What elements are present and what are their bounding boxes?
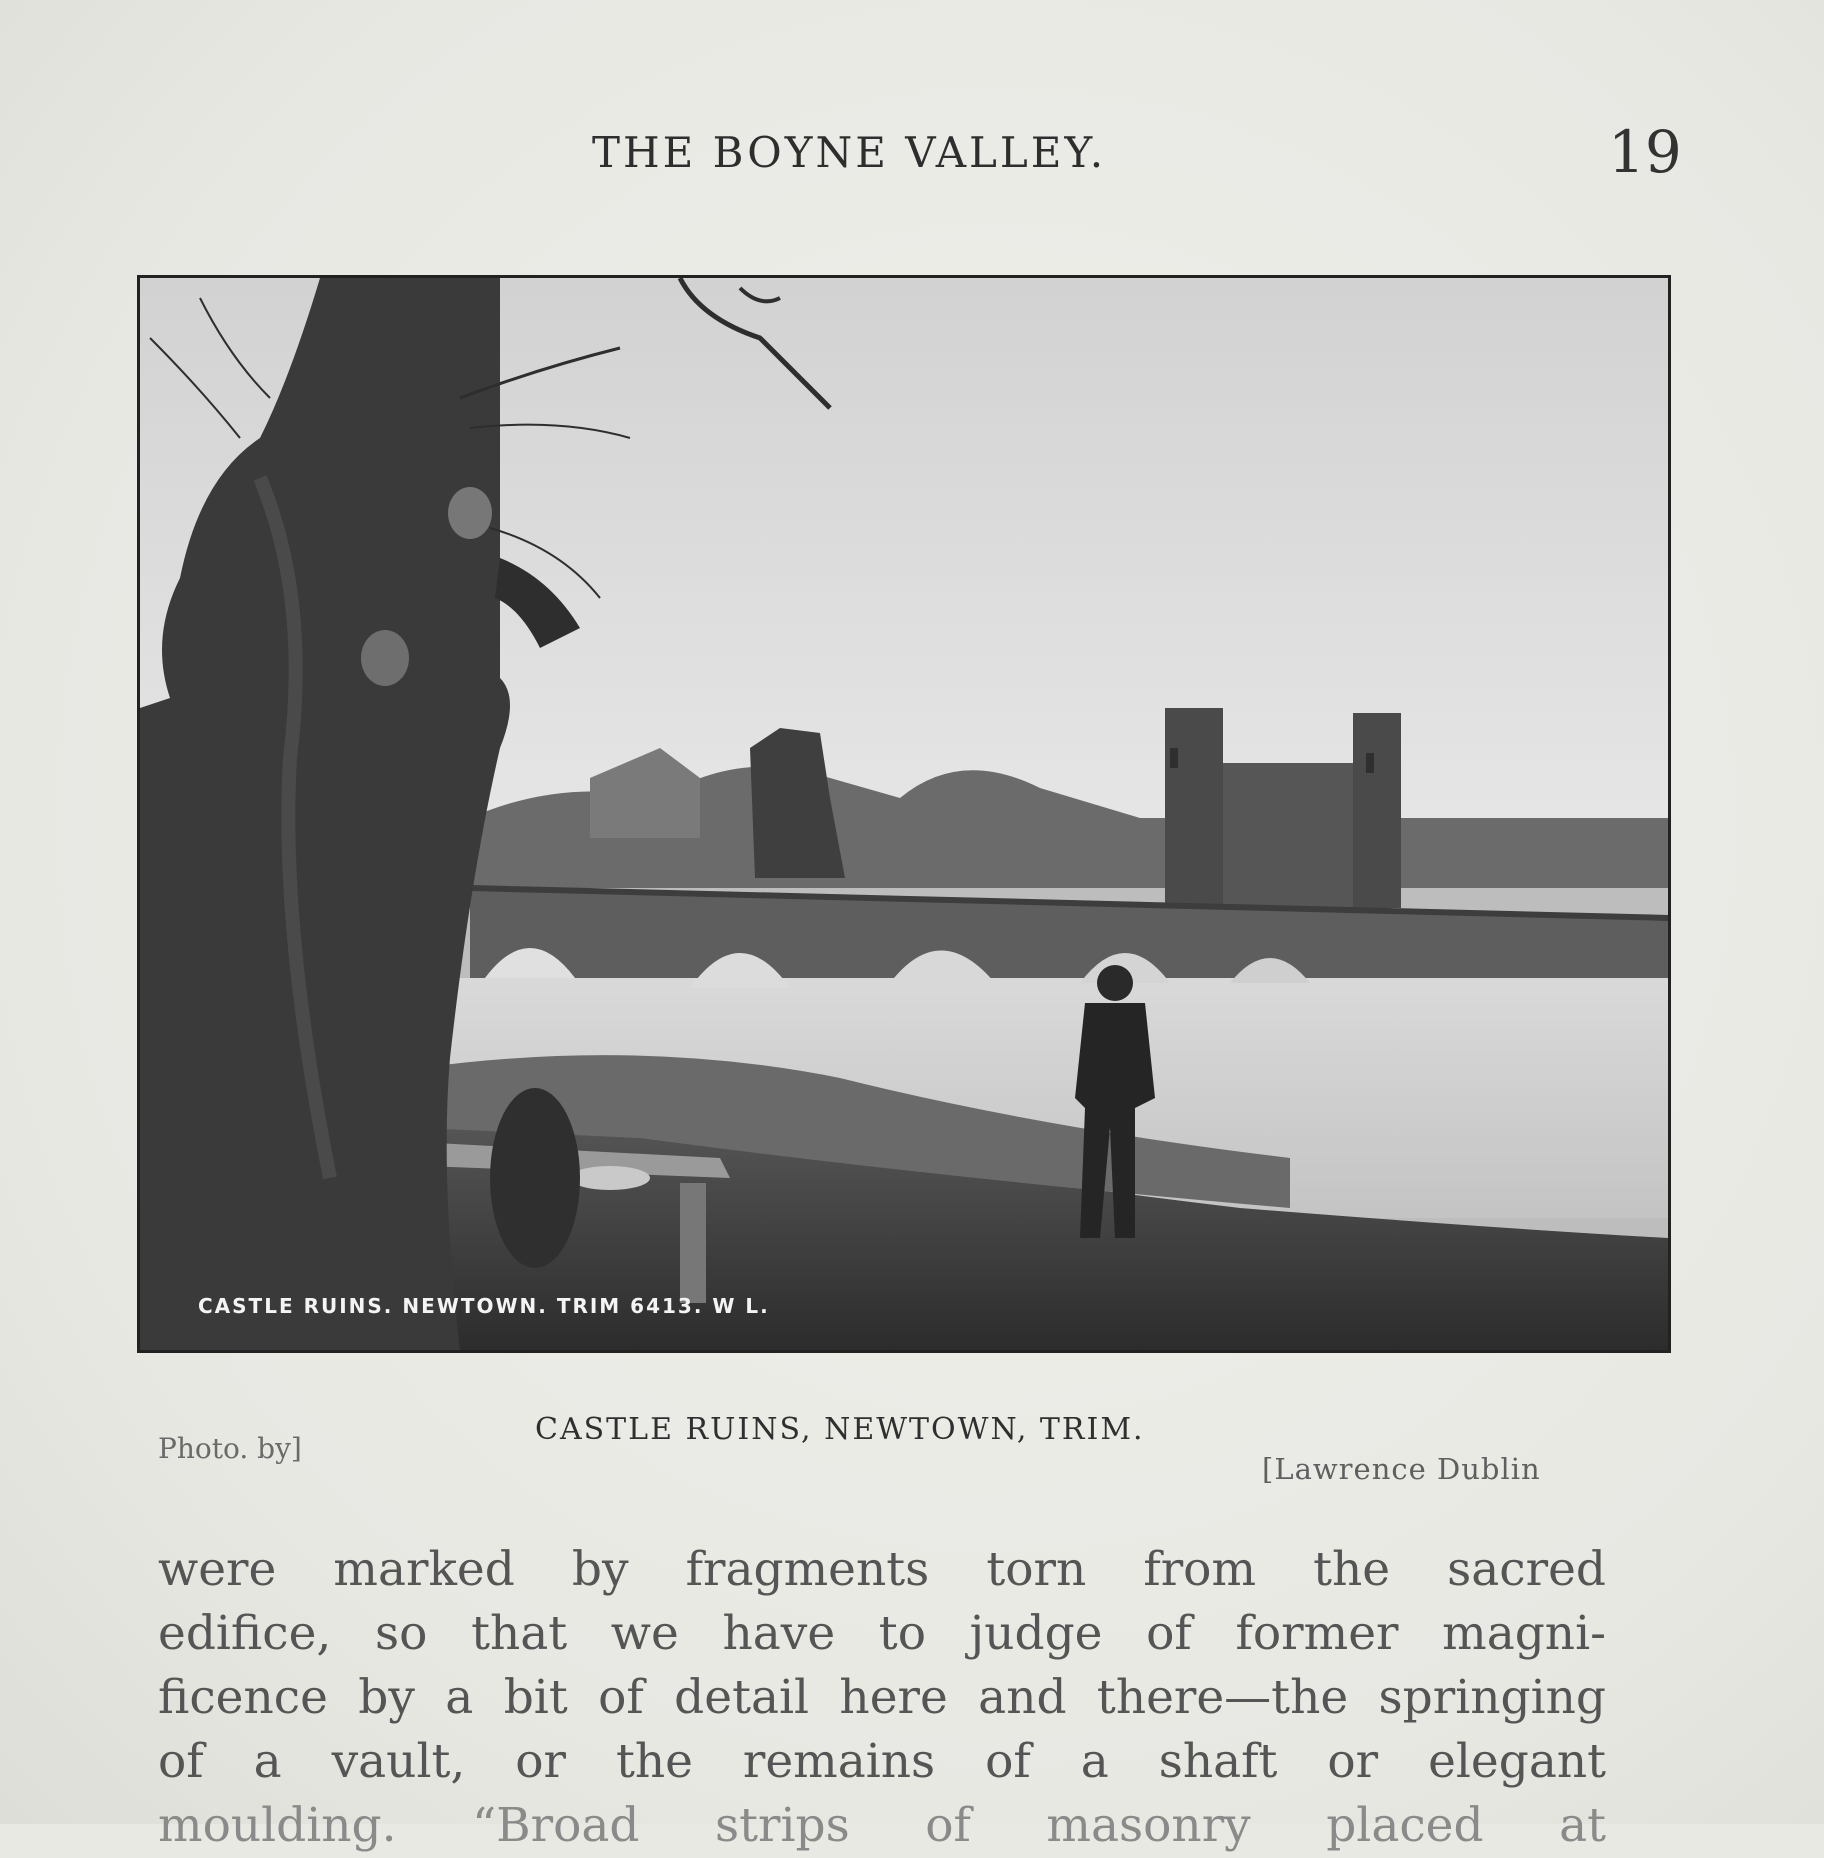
body-text	[158, 1538, 1606, 1858]
running-title: THE BOYNE VALLEY.	[592, 128, 1107, 177]
text-line: of a vault, or the remains of a shaft or elegant	[158, 1734, 1606, 1789]
plate-inscription: CASTLE RUINS. NEWTOWN. TRIM 6413. W L.	[198, 1294, 770, 1318]
shrub	[490, 1088, 580, 1268]
text-line: were marked by fragments torn from the sacred	[158, 1542, 1606, 1597]
text-line: moulding. “Broad strips of masonry placed at	[158, 1798, 1606, 1853]
photo-credit-label: Photo. by]	[158, 1432, 302, 1465]
photo-credit-name: [Lawrence Dublin	[1262, 1452, 1541, 1486]
photo-caption: CASTLE RUINS, NEWTOWN, TRIM.	[535, 1412, 1145, 1447]
text-line: ficence by a bit of detail here and there—the springing	[158, 1670, 1606, 1725]
castle-ruins-photo	[140, 278, 1668, 1350]
page-number: 19	[1608, 118, 1682, 186]
text-line: edifice, so that we have to judge of former magni-	[158, 1606, 1606, 1661]
stone-bridge	[470, 888, 1668, 988]
photo-plate	[137, 275, 1671, 1353]
